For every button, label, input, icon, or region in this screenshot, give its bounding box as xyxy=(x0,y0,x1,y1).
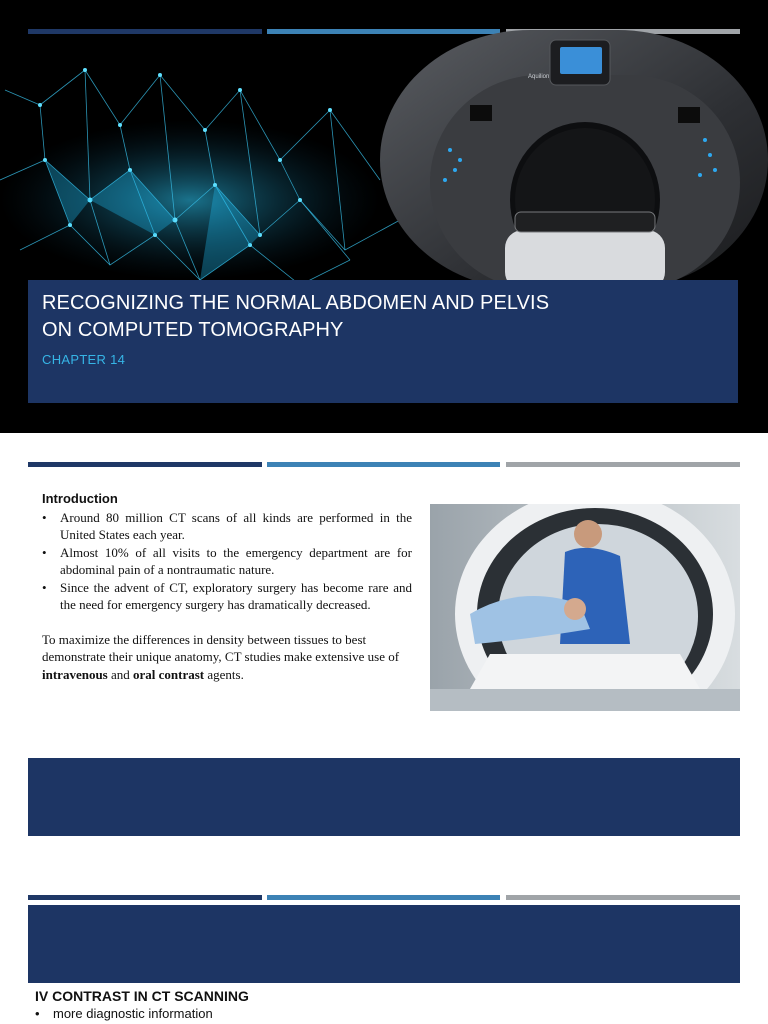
accent-bar-gray xyxy=(506,462,740,467)
iv-contrast-bullets xyxy=(35,1006,213,1021)
introduction-slide xyxy=(0,433,768,863)
title-banner xyxy=(28,280,738,403)
contrast-paragraph xyxy=(42,631,412,684)
scanner-brand-label: Aquilion xyxy=(528,74,550,80)
title-line-1: RECOGNIZING THE NORMAL ABDOMEN AND PELVIS xyxy=(42,292,550,314)
accent-bar-blue xyxy=(267,462,500,467)
patient-ct-photo xyxy=(430,504,740,711)
para-text: agents. xyxy=(204,666,244,682)
introduction-text xyxy=(42,490,412,683)
accent-bar-navy xyxy=(28,462,262,467)
title-slide xyxy=(0,0,768,433)
bullet-item: • Since the advent of CT, exploratory surgery has become rare and the need for emergency surgery has dramatically decreased. xyxy=(42,579,412,614)
bullet-item: • more diagnostic information xyxy=(35,1006,213,1021)
chapter-subtitle: CHAPTER 14 xyxy=(42,352,126,367)
navy-content-block xyxy=(28,905,740,983)
navy-content-block xyxy=(28,758,740,836)
title-line-2: ON COMPUTED TOMOGRAPHY xyxy=(42,319,344,341)
ct-scanner-image xyxy=(370,30,768,290)
iv-contrast-slide xyxy=(0,863,768,1024)
accent-bar-blue xyxy=(267,895,500,900)
accent-bar-navy xyxy=(28,29,262,34)
network-illustration xyxy=(0,50,420,290)
accent-bar-navy xyxy=(28,895,262,900)
para-bold-intravenous: intravenous xyxy=(42,666,108,682)
iv-contrast-heading: IV CONTRAST IN CT SCANNING xyxy=(35,988,249,1004)
bullet-item: • Almost 10% of all visits to the emergency department are for abdominal pain of a nontraumatic nature. xyxy=(42,544,412,579)
para-text: and xyxy=(107,666,134,682)
bullet-item: • Around 80 million CT scans of all kinds are performed in the United States each year. xyxy=(42,509,412,544)
accent-bar-gray xyxy=(506,895,740,900)
slide-title xyxy=(42,290,682,344)
introduction-heading: Introduction xyxy=(42,491,118,506)
introduction-bullets xyxy=(42,509,412,614)
para-bold-oral-contrast: oral contrast xyxy=(133,666,205,682)
para-text: To maximize the differences in density between tissues to best demonstrate their unique anatomy, CT studies make extensive use of xyxy=(42,631,400,664)
